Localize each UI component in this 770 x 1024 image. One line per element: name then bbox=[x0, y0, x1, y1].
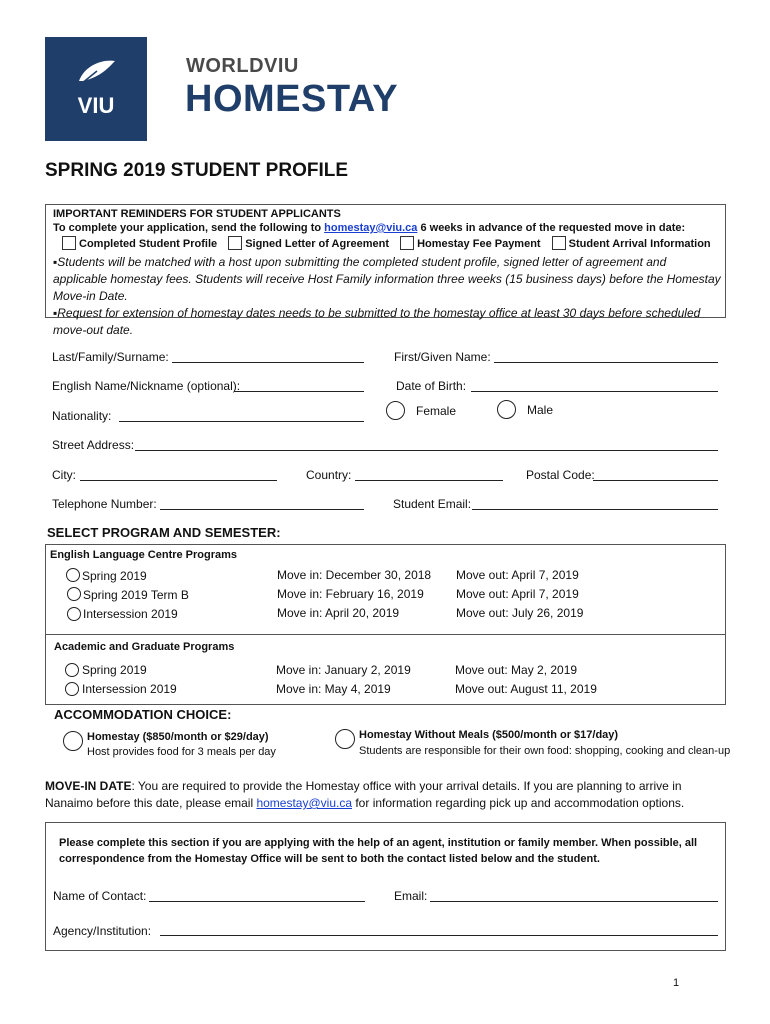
elc-spring-radio[interactable] bbox=[66, 568, 80, 582]
first-name-input[interactable] bbox=[494, 362, 718, 363]
street-label: Street Address: bbox=[52, 438, 135, 452]
elc-heading: English Language Centre Programs bbox=[50, 549, 238, 561]
checklist-label: Signed Letter of Agreement bbox=[245, 238, 390, 250]
page-title: SPRING 2019 STUDENT PROFILE bbox=[45, 160, 349, 181]
academic-move-out: Move out: August 11, 2019 bbox=[455, 682, 597, 696]
reminders-intro bbox=[53, 222, 685, 234]
program-divider bbox=[46, 634, 725, 635]
checklist-label: Completed Student Profile bbox=[79, 238, 218, 250]
nickname-input[interactable] bbox=[234, 391, 364, 392]
dob-input[interactable] bbox=[471, 391, 718, 392]
elc-program-name: Intersession 2019 bbox=[83, 607, 178, 621]
agent-email-input[interactable] bbox=[430, 901, 718, 902]
elc-move-out: Move out: July 26, 2019 bbox=[456, 606, 584, 620]
option1-title: Homestay ($850/month or $29/day) bbox=[87, 731, 269, 743]
move-in-email-link[interactable]: homestay@viu.ca bbox=[256, 796, 353, 810]
move-in-text: : You are required to provide the Homestay office with your arrival details. If you are planning to arrive in Nanaimo before this date, please email bbox=[45, 779, 682, 810]
reminder-note bbox=[53, 254, 721, 339]
elc-move-in: Move in: April 20, 2019 bbox=[277, 606, 400, 620]
postal-label: Postal Code: bbox=[526, 468, 595, 482]
academic-intersession-radio[interactable] bbox=[65, 682, 79, 696]
telephone-label: Telephone Number: bbox=[52, 497, 157, 511]
move-in-note bbox=[45, 778, 725, 812]
checklist-label: Student Arrival Information bbox=[568, 238, 711, 250]
brand-sub: WORLDVIU bbox=[186, 55, 299, 77]
academic-move-out: Move out: May 2, 2019 bbox=[455, 663, 578, 677]
option2-desc: Students are responsible for their own food: shopping, cooking and clean-up bbox=[359, 745, 731, 757]
telephone-input[interactable] bbox=[160, 509, 364, 510]
first-name-label: First/Given Name: bbox=[394, 350, 491, 364]
elc-intersession-radio[interactable] bbox=[67, 607, 81, 621]
surname-input[interactable] bbox=[172, 362, 364, 363]
option2-title: Homestay Without Meals ($500/month or $17/day) bbox=[359, 729, 619, 741]
nickname-label: English Name/Nickname (optional): bbox=[52, 379, 241, 393]
academic-move-in: Move in: January 2, 2019 bbox=[276, 663, 411, 677]
checkbox-arrival[interactable] bbox=[552, 236, 566, 250]
student-email-label: Student Email: bbox=[393, 497, 472, 511]
agency-label: Agency/Institution: bbox=[53, 924, 152, 938]
agent-intro: Please complete this section if you are applying with the help of an agent, institution or family member. When possible, all correspondence from the Homestay Office will be sent to both the contact listed below and the student. bbox=[59, 837, 698, 865]
female-label: Female bbox=[416, 404, 457, 418]
accommodation-heading: ACCOMMODATION CHOICE: bbox=[54, 707, 232, 722]
elc-program-name: Spring 2019 bbox=[82, 569, 147, 583]
contact-input[interactable] bbox=[149, 901, 365, 902]
note-matching: ▪Students will be matched with a host upon submitting the completed student profile, signed letter of agreement and applicable homestay fees. Students will receive Host Family information three weeks (15 business days) before the Homestay Move-in Date. bbox=[53, 255, 721, 303]
intro-text: To complete your application, send the following to bbox=[53, 222, 325, 234]
leaf-icon bbox=[75, 57, 119, 87]
reminders-checklist bbox=[62, 236, 711, 250]
reminders-heading: IMPORTANT REMINDERS FOR STUDENT APPLICANTS bbox=[53, 208, 341, 220]
move-in-label: MOVE-IN DATE bbox=[45, 779, 132, 793]
academic-program-name: Spring 2019 bbox=[82, 663, 147, 677]
country-label: Country: bbox=[306, 468, 352, 482]
city-input[interactable] bbox=[80, 480, 277, 481]
agent-box bbox=[45, 822, 726, 951]
elc-move-in: Move in: February 16, 2019 bbox=[277, 587, 424, 601]
academic-program-name: Intersession 2019 bbox=[82, 682, 177, 696]
reminders-box bbox=[45, 204, 726, 337]
male-label: Male bbox=[527, 403, 554, 417]
note-extension: ▪Request for extension of homestay dates needs to be submitted to the homestay office at least 30 days before scheduled move-out date. bbox=[53, 306, 701, 337]
contact-label: Name of Contact: bbox=[53, 889, 147, 903]
program-heading: SELECT PROGRAM AND SEMESTER: bbox=[47, 525, 281, 540]
elc-program-name: Spring 2019 Term B bbox=[83, 588, 189, 602]
elc-move-out: Move out: April 7, 2019 bbox=[456, 568, 579, 582]
male-radio[interactable] bbox=[497, 400, 516, 419]
option1-desc: Host provides food for 3 meals per day bbox=[87, 746, 276, 758]
homestay-no-meals-radio[interactable] bbox=[335, 729, 355, 749]
elc-termb-radio[interactable] bbox=[67, 587, 81, 601]
logo-text: VIU bbox=[77, 93, 115, 118]
dob-label: Date of Birth: bbox=[396, 379, 467, 393]
intro-text-after: 6 weeks in advance of the requested move in date: bbox=[417, 222, 686, 234]
checkbox-agreement[interactable] bbox=[228, 236, 242, 250]
brand-main: HOMESTAY bbox=[185, 78, 399, 120]
postal-input[interactable] bbox=[593, 480, 718, 481]
reminders-email-link[interactable]: homestay@viu.ca bbox=[324, 222, 418, 234]
city-label: City: bbox=[52, 468, 76, 482]
academic-heading: Academic and Graduate Programs bbox=[54, 641, 235, 653]
nationality-input[interactable] bbox=[119, 421, 364, 422]
academic-spring-radio[interactable] bbox=[65, 663, 79, 677]
viu-logo bbox=[45, 37, 147, 141]
checklist-label: Homestay Fee Payment bbox=[417, 238, 541, 250]
elc-move-in: Move in: December 30, 2018 bbox=[277, 568, 432, 582]
country-input[interactable] bbox=[355, 480, 503, 481]
move-in-text-after: for information regarding pick up and accommodation options. bbox=[352, 796, 685, 810]
elc-move-out: Move out: April 7, 2019 bbox=[456, 587, 579, 601]
surname-label: Last/Family/Surname: bbox=[52, 350, 169, 364]
academic-move-in: Move in: May 4, 2019 bbox=[276, 682, 391, 696]
agency-input[interactable] bbox=[160, 935, 718, 936]
checkbox-fee[interactable] bbox=[400, 236, 414, 250]
agent-email-label: Email: bbox=[394, 889, 428, 903]
street-input[interactable] bbox=[135, 450, 718, 451]
page-number: 1 bbox=[673, 977, 680, 989]
homestay-meals-radio[interactable] bbox=[63, 731, 83, 751]
checkbox-profile[interactable] bbox=[62, 236, 76, 250]
student-email-input[interactable] bbox=[472, 509, 718, 510]
nationality-label: Nationality: bbox=[52, 409, 112, 423]
female-radio[interactable] bbox=[386, 401, 405, 420]
